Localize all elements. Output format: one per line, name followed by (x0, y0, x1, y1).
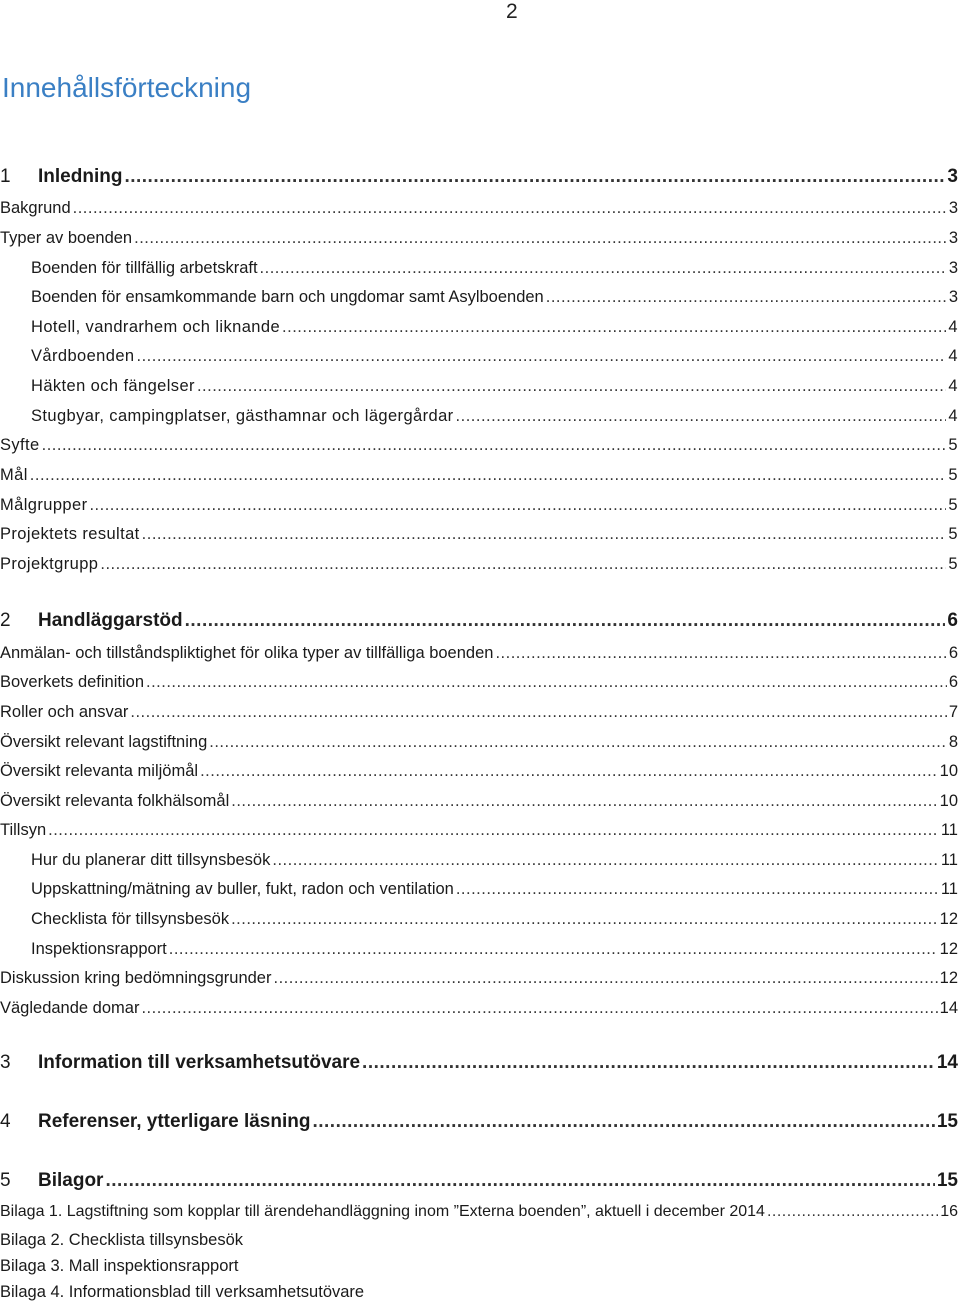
toc-entry[interactable] (0, 1257, 958, 1276)
toc-entry[interactable] (0, 644, 958, 663)
toc-label: Handläggarstöd (38, 610, 183, 631)
dot-leader (89, 496, 946, 515)
dot-leader (146, 673, 947, 692)
dot-leader (362, 1052, 935, 1074)
toc-label: Målgrupper (0, 496, 88, 514)
toc-page: 12 (939, 940, 958, 958)
toc-page: 5 (948, 525, 958, 543)
toc-label: Inspektionsrapport (31, 940, 167, 958)
toc-entry[interactable] (0, 436, 958, 455)
dot-leader (456, 407, 947, 426)
dot-leader (100, 555, 946, 574)
toc-page: 6 (948, 644, 958, 662)
toc-entry[interactable] (0, 377, 958, 396)
dot-leader (495, 644, 946, 663)
dot-leader (200, 762, 938, 781)
toc-entry[interactable] (0, 762, 958, 781)
toc-page: 3 (947, 166, 958, 187)
dot-leader (546, 288, 947, 307)
toc-label: Uppskattning/mätning av buller, fukt, radon och ventilation (31, 880, 454, 898)
toc-page: 3 (948, 229, 958, 247)
toc-heading-handlaggarstod[interactable] (0, 610, 958, 632)
toc-entry[interactable] (0, 1203, 958, 1221)
toc-label: Stugbyar, campingplatser, gästhamnar och lägergårdar (31, 407, 454, 425)
section-number: 5 (0, 1170, 11, 1191)
toc-entry[interactable] (0, 1231, 958, 1250)
toc-entry[interactable] (0, 673, 958, 692)
toc-entry[interactable] (0, 318, 958, 337)
toc-page: 15 (936, 1111, 958, 1132)
toc-label: Vårdboenden (31, 347, 135, 365)
toc-page: 8 (948, 733, 958, 751)
toc-label: Bilagor (38, 1170, 104, 1191)
toc-page: 12 (939, 910, 958, 928)
toc-heading-inledning[interactable] (0, 166, 958, 188)
toc-page: 11 (940, 880, 958, 898)
toc-entry[interactable] (0, 880, 958, 899)
dot-leader (142, 525, 947, 544)
toc-entry[interactable] (0, 940, 958, 959)
dot-leader (73, 199, 947, 218)
toc-entry[interactable] (0, 999, 958, 1018)
toc-label: Diskussion kring bedömningsgrunder (0, 969, 272, 987)
toc-entry[interactable] (0, 792, 958, 811)
toc-page: 15 (936, 1170, 958, 1191)
toc-label: Vägledande domar (0, 999, 140, 1017)
toc-entry[interactable] (0, 466, 958, 485)
toc-page: 5 (948, 555, 958, 573)
toc-label: Projektets resultat (0, 525, 140, 543)
toc-label: Översikt relevanta folkhälsomål (0, 792, 230, 810)
toc-entry[interactable] (0, 496, 958, 515)
dot-leader (209, 733, 947, 752)
dot-leader (137, 347, 947, 366)
section-number: 2 (0, 610, 11, 631)
dot-leader (273, 969, 937, 988)
toc-label: Tillsyn (0, 821, 47, 839)
toc-label: Bilaga 4. Informationsblad till verksamhetsutövare (0, 1283, 365, 1301)
toc-entry[interactable] (0, 555, 958, 574)
toc-heading-information[interactable] (0, 1052, 958, 1074)
toc-label: Checklista för tillsynsbesök (31, 910, 230, 928)
dot-leader (30, 466, 947, 485)
dot-leader (105, 1170, 934, 1192)
toc-label: Information till verksamhetsutövare (38, 1052, 361, 1073)
toc-page: 5 (948, 466, 958, 484)
toc-entry[interactable] (0, 288, 958, 307)
toc-label: Bilaga 1. Lagstiftning som kopplar till ärendehandläggning inom ”Externa boenden”, aktuell i december 2014 (0, 1203, 765, 1220)
toc-label: Syfte (0, 436, 40, 454)
toc-page: 3 (948, 199, 958, 217)
toc-label: Referenser, ytterligare läsning (38, 1111, 311, 1132)
toc-page: 4 (948, 407, 958, 425)
page-number: 2 (506, 0, 518, 23)
toc-page: 7 (948, 703, 958, 721)
section-number: 3 (0, 1052, 11, 1073)
toc-label: Anmälan- och tillståndspliktighet för olika typer av tillfälliga boenden (0, 644, 494, 662)
toc-label: Inledning (38, 166, 123, 187)
toc-heading-referenser[interactable] (0, 1111, 958, 1133)
dot-leader (169, 940, 938, 959)
toc-label: Häkten och fängelser (31, 377, 195, 395)
toc-label: Bakgrund (0, 199, 71, 217)
dot-leader (185, 610, 946, 632)
toc-page: 4 (948, 347, 958, 365)
toc-page: 10 (939, 762, 958, 780)
dot-leader (197, 377, 946, 396)
toc-entry[interactable] (0, 259, 958, 278)
toc-page: 10 (939, 792, 958, 810)
section-number: 1 (0, 166, 11, 187)
dot-leader (134, 229, 947, 248)
toc-label: Boverkets definition (0, 673, 144, 691)
toc-entry[interactable] (0, 910, 958, 929)
toc-page: 4 (948, 377, 958, 395)
toc-label: Roller och ansvar (0, 703, 129, 721)
toc-entry[interactable] (0, 851, 958, 870)
toc-page: 11 (940, 821, 958, 839)
toc-page: 14 (939, 999, 958, 1017)
toc-label: Boenden för tillfällig arbetskraft (31, 259, 258, 277)
toc-entry[interactable] (0, 347, 958, 366)
dot-leader (767, 1203, 938, 1221)
toc-label: Typer av boenden (0, 229, 133, 247)
dot-leader (48, 821, 939, 840)
toc-label: Mål (0, 466, 28, 484)
toc-label: Projektgrupp (0, 555, 99, 573)
toc-label: Hur du planerar ditt tillsynsbesök (31, 851, 271, 869)
toc-page: 5 (948, 496, 958, 514)
toc-entry[interactable] (0, 821, 958, 840)
dot-leader (42, 436, 947, 455)
toc-page: 11 (940, 851, 958, 869)
toc-entry[interactable] (0, 407, 958, 426)
toc-entry[interactable] (0, 229, 958, 248)
toc-page: 3 (948, 288, 958, 306)
dot-leader (231, 792, 937, 811)
section-number: 4 (0, 1111, 11, 1132)
dot-leader (231, 910, 938, 929)
dot-leader (130, 703, 946, 722)
toc-label: Bilaga 3. Mall inspektionsrapport (0, 1257, 239, 1275)
toc-entry[interactable] (0, 969, 958, 988)
toc-page: 5 (948, 436, 958, 454)
dot-leader (282, 318, 946, 337)
toc-page: 14 (936, 1052, 958, 1073)
dot-leader (260, 259, 947, 278)
toc-page: 3 (948, 259, 958, 277)
toc-page: 4 (948, 318, 958, 336)
toc-entry[interactable] (0, 1283, 958, 1302)
toc-label: Bilaga 2. Checklista tillsynsbesök (0, 1231, 244, 1249)
toc-label: Hotell, vandrarhem och liknande (31, 318, 281, 336)
toc-label: Översikt relevant lagstiftning (0, 733, 208, 751)
toc-label: Översikt relevanta miljömål (0, 762, 199, 780)
dot-leader (124, 166, 945, 188)
toc-page: 12 (939, 969, 958, 987)
toc-label: Boenden för ensamkommande barn och ungdomar samt Asylboenden (31, 288, 544, 306)
toc-page: 16 (940, 1203, 958, 1220)
dot-leader (456, 880, 939, 899)
toc-page: 6 (948, 673, 958, 691)
toc-entry[interactable] (0, 525, 958, 544)
dot-leader (312, 1111, 934, 1133)
toc-entry[interactable] (0, 733, 958, 752)
dot-leader (141, 999, 937, 1018)
toc-entry[interactable] (0, 199, 958, 218)
toc-entry[interactable] (0, 703, 958, 722)
toc-heading-bilagor[interactable] (0, 1170, 958, 1192)
toc-title: Innehållsförteckning (2, 72, 252, 103)
dot-leader (272, 851, 938, 870)
toc-page: 6 (947, 610, 958, 631)
